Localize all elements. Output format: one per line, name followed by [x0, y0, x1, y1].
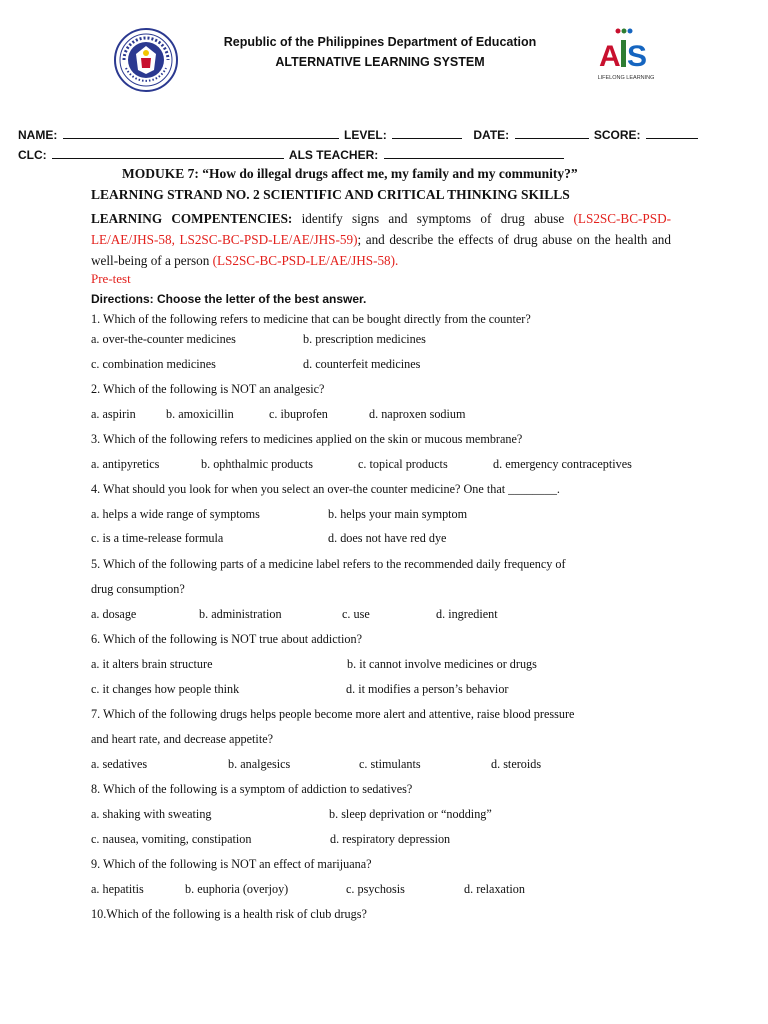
date-field[interactable] [515, 128, 589, 139]
question-7: 7. Which of the following drugs helps people become more alert and attentive, raise blood pressure [91, 707, 575, 721]
q8-option-d[interactable]: d. respiratory depression [330, 832, 451, 846]
q1-option-c[interactable]: c. combination medicines [91, 357, 216, 371]
name-field[interactable] [63, 128, 339, 139]
question-7-continued: and heart rate, and decrease appetite? [91, 732, 274, 746]
level-label: LEVEL: [344, 128, 387, 142]
q2-option-a[interactable]: a. aspirin [91, 407, 136, 421]
q7-option-a[interactable]: a. sedatives [91, 757, 148, 771]
q3-option-d[interactable]: d. emergency contraceptives [493, 457, 632, 471]
q2-option-d[interactable]: d. naproxen sodium [369, 407, 466, 421]
q6-option-b[interactable]: b. it cannot involve medicines or drugs [347, 657, 537, 671]
module-title: MODUKE 7: “How do illegal drugs affect me, my family and my community?” [122, 166, 578, 181]
learning-competencies [91, 208, 671, 271]
clc-label: CLC: [18, 148, 47, 162]
q5-option-c[interactable]: c. use [342, 607, 370, 621]
question-2: 2. Which of the following is NOT an analgesic? [91, 382, 325, 396]
q5-option-a[interactable]: a. dosage [91, 607, 137, 621]
question-5-continued: drug consumption? [91, 582, 185, 596]
svg-text:A: A [599, 40, 621, 73]
q4-option-a[interactable]: a. helps a wide range of symptoms [91, 507, 260, 521]
q9-option-a[interactable]: a. hepatitis [91, 882, 144, 896]
question-9: 9. Which of the following is NOT an effect of marijuana? [91, 857, 372, 871]
student-info-row [18, 128, 700, 142]
header-line-1: Republic of the Philippines Department of Education [223, 35, 537, 49]
question-4: 4. What should you look for when you select an over-the counter medicine? One that ________. [91, 482, 560, 496]
level-field[interactable] [392, 128, 462, 139]
q3-option-b[interactable]: b. ophthalmic products [201, 457, 314, 471]
q7-option-b[interactable]: b. analgesics [228, 757, 291, 771]
q8-option-b[interactable]: b. sleep deprivation or “nodding” [329, 807, 492, 821]
q3-option-c[interactable]: c. topical products [358, 457, 448, 471]
deped-seal-logo [114, 28, 178, 92]
q4-option-c[interactable]: c. is a time-release formula [91, 531, 224, 545]
q8-option-a[interactable]: a. shaking with sweating [91, 807, 212, 821]
als-logo-tagline: LIFELONG LEARNING [597, 75, 655, 81]
date-label: DATE: [473, 128, 510, 142]
q5-option-d[interactable]: d. ingredient [436, 607, 498, 621]
score-label: SCORE: [593, 128, 641, 142]
q4-option-b[interactable]: b. helps your main symptom [328, 507, 468, 521]
question-10: 10.Which of the following is a health risk of club drugs? [91, 907, 367, 921]
directions: Directions: Choose the letter of the best answer. [91, 292, 367, 306]
name-label: NAME: [18, 128, 58, 142]
q7-option-c[interactable]: c. stimulants [359, 757, 421, 771]
q6-option-c[interactable]: c. it changes how people think [91, 682, 240, 696]
q9-option-b[interactable]: b. euphoria (overjoy) [185, 882, 289, 896]
header-line-2: ALTERNATIVE LEARNING SYSTEM [275, 55, 485, 69]
q7-option-d[interactable]: d. steroids [491, 757, 542, 771]
competencies-text-2: ; and describe the effects of drug abuse on the health and well-being of a person [91, 232, 671, 268]
q3-option-a[interactable]: a. antipyretics [91, 457, 160, 471]
score-field[interactable] [646, 128, 698, 139]
q6-option-d[interactable]: d. it modifies a person’s behavior [346, 682, 509, 696]
pretest-heading: Pre-test [91, 271, 131, 286]
question-3: 3. Which of the following refers to medicines applied on the skin or mucous membrane? [91, 432, 523, 446]
als-teacher-field[interactable] [384, 148, 564, 159]
q4-option-d[interactable]: d. does not have red dye [328, 531, 447, 545]
competency-codes-1: (LS2SC-BC-PSD-LE/AE/JHS-58, LS2SC-BC-PSD-LE/AE/JHS-59) [91, 211, 671, 247]
competencies-text-1: identify signs and symptoms of drug abuse [292, 211, 574, 226]
competencies-label: LEARNING COMPENTENCIES: [91, 211, 293, 226]
competency-codes-2: (LS2SC-BC-PSD-LE/AE/JHS-58). [212, 253, 399, 268]
q9-option-c[interactable]: c. psychosis [346, 882, 405, 896]
q9-option-d[interactable]: d. relaxation [464, 882, 525, 896]
q6-option-a[interactable]: a. it alters brain structure [91, 657, 213, 671]
q8-option-c[interactable]: c. nausea, vomiting, constipation [91, 832, 252, 846]
q2-option-c[interactable]: c. ibuprofen [269, 407, 328, 421]
q5-option-b[interactable]: b. administration [199, 607, 282, 621]
question-8: 8. Which of the following is a symptom of addiction to sedatives? [91, 782, 413, 796]
q1-option-a[interactable]: a. over-the-counter medicines [91, 332, 236, 346]
svg-text:S: S [627, 40, 648, 73]
q2-option-b[interactable]: b. amoxicillin [166, 407, 234, 421]
als-teacher-label: ALS TEACHER: [288, 148, 379, 162]
clc-row [18, 148, 566, 162]
clc-field[interactable] [52, 148, 284, 159]
q1-option-b[interactable]: b. prescription medicines [303, 332, 426, 346]
q1-option-d[interactable]: d. counterfeit medicines [303, 357, 421, 371]
question-6: 6. Which of the following is NOT true about addiction? [91, 632, 363, 646]
learning-strand: LEARNING STRAND NO. 2 SCIENTIFIC AND CRITICAL THINKING SKILLS [91, 187, 570, 202]
question-1: 1. Which of the following refers to medicine that can be bought directly from the counter? [91, 312, 531, 326]
question-5: 5. Which of the following parts of a medicine label refers to the recommended daily frequency of [91, 557, 566, 571]
als-logo [594, 26, 658, 86]
